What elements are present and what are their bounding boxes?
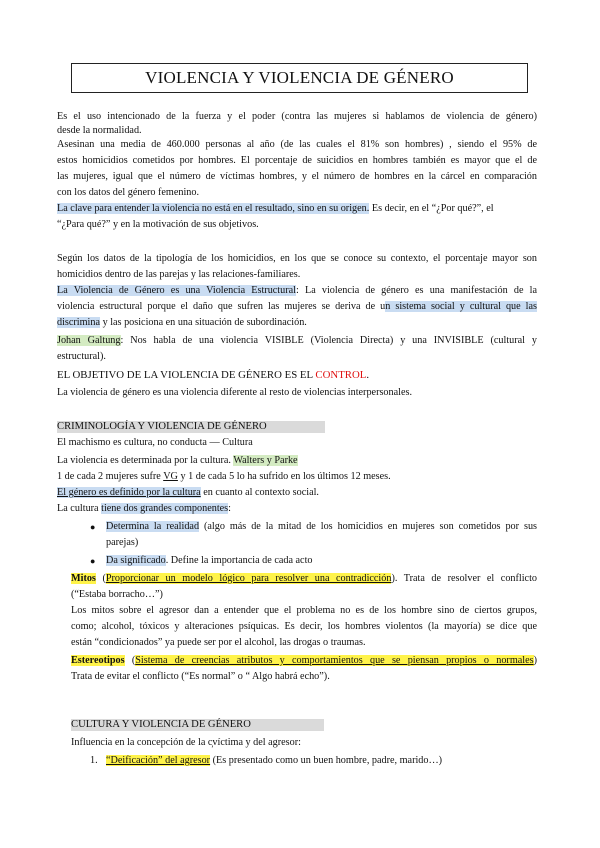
- paragraph-line: Mitos (Proporcionar un modelo lógico para resolver una contradicción). Trata de resolver el conflicto: [71, 573, 538, 584]
- highlighted-term: Estereotipos: [71, 655, 125, 666]
- paragraph-line: La cultura tiene dos grandes componentes:: [57, 503, 231, 514]
- objective-statement: EL OBJETIVO DE LA VIOLENCIA DE GÉNERO ES EL CONTROL.: [57, 369, 370, 381]
- highlighted-definition: Sistema de creencias atributos y comportamientos que se piensan propios o normales: [135, 655, 534, 666]
- page-title: VIOLENCIA Y VIOLENCIA DE GÉNERO: [145, 68, 454, 87]
- list-item: Da significado. Define la importancia de cada acto: [106, 555, 313, 566]
- paragraph-line: homicidios dentro de las parejas y las relaciones-familiares.: [57, 269, 301, 280]
- paragraph-line: 1 de cada 2 mujeres sufre VG y 1 de cada 5 lo ha sufrido en los últimos 12 meses.: [57, 471, 391, 482]
- paragraph-line: Influencia en la concepción de la c̦víctima y del agresor:: [71, 737, 301, 748]
- highlighted-term: Mitos: [71, 573, 96, 584]
- paragraph-line: como; alcohol, tóxicos y alteraciones psíquicas. Es decir, los hombres violentos (la mayoría) se dice que: [71, 621, 537, 632]
- title-box: [71, 63, 528, 93]
- paragraph-line: Estereotipos (Sistema de creencias atributos y comportamientos que se piensan propios o normales): [71, 655, 537, 666]
- paragraph-line: “¿Para qué?” y en la motivación de sus objetivos.: [57, 219, 259, 230]
- paragraph-line: Los mitos sobre el agresor dan a entender que el problema no es de los hombre sino de ciertos grupos,: [71, 605, 537, 616]
- highlighted-author: Walters y Parke: [233, 455, 298, 466]
- list-item-continued: parejas): [106, 537, 139, 548]
- paragraph-line: (“Estaba borracho…”): [71, 589, 163, 600]
- highlighted-definition: Proporcionar un modelo lógico para resolver una contradicción: [105, 573, 392, 584]
- paragraph-line: La Violencia de Género es una Violencia Estructural: La violencia de género es una manifestación de la: [57, 285, 537, 296]
- paragraph-line: Es el uso intencionado de la fuerza y el poder (contra las mujeres si hablamos de violencia de género): [57, 111, 537, 122]
- paragraph-line: La violencia es determinada por la cultura. Walters y Parke: [57, 455, 298, 466]
- list-item: Determina la realidad (algo más de la mitad de los homicidios en mujeres son cometidos por sus: [106, 521, 537, 532]
- paragraph-line: discrimina y las posiciona en una situación de subordinación.: [57, 317, 307, 328]
- bullet-icon: ●: [90, 522, 96, 532]
- list-item: “Deificación” del agresor (Es presentado como un buen hombre, padre, marido…): [106, 755, 443, 766]
- highlighted-key-phrase: discrimina: [57, 317, 101, 328]
- paragraph-line: La violencia de género es una violencia diferente al resto de violencias interpersonales.: [57, 387, 412, 398]
- highlighted-key-phrase: Determina la realidad: [106, 521, 200, 532]
- section-heading-cultura: CULTURA Y VIOLENCIA DE GÉNERO: [71, 718, 251, 732]
- highlighted-key-phrase: Da significado: [106, 555, 166, 566]
- paragraph-line: las mujeres, igual que el número de víctimas hombres, y el número de hombres en la cárcel en comparación: [57, 171, 537, 182]
- paragraph-line: están “condicionados” ya puede ser por el alcohol, las drogas o traumas.: [71, 637, 366, 648]
- paragraph-line: con los datos del género femenino.: [57, 187, 200, 198]
- highlighted-key-phrase: n sistema social y cultural que las: [385, 301, 537, 312]
- paragraph-line: El machismo es cultura, no conducta — Cultura: [57, 437, 253, 448]
- paragraph-line: estos homicidios cometidos por hombres. El porcentaje de suicidios en hombres también es mayor que el de: [57, 155, 537, 166]
- paragraph-line: Trata de evitar el conflicto (“Es normal” o “ Algo habrá echo”).: [71, 671, 330, 682]
- paragraph-line: Según los datos de la tipología de los homicidios, en los que se conoce su contexto, el porcentaje mayor son: [57, 253, 537, 264]
- control-keyword: CONTROL: [315, 369, 367, 381]
- highlighted-definition: “Deificación” del agresor: [106, 755, 211, 766]
- list-number: 1.: [90, 755, 98, 766]
- paragraph-line: desde la normalidad.: [57, 125, 142, 136]
- paragraph-line: Johan Galtung: Nos habla de una violencia VISIBLE (Violencia Directa) y una INVISIBLE (cultural y: [57, 335, 537, 346]
- highlighted-key-phrase: El género es definido por la cultura: [57, 487, 201, 498]
- highlighted-key-phrase: La clave para entender la violencia no está en el resultado, sino en su origen.: [57, 203, 370, 214]
- highlighted-key-phrase: La Violencia de Género es una Violencia Estructural: [57, 285, 296, 296]
- paragraph-line: estructural).: [57, 351, 106, 362]
- paragraph-line: Asesinan una media de 460.000 personas al año (de las cuales el 81% son hombres) , siendo el 95% de: [57, 139, 537, 150]
- highlighted-key-phrase: tiene dos grandes componentes: [101, 503, 229, 514]
- paragraph-line: El género es definido por la cultura en cuanto al contexto social.: [57, 487, 319, 498]
- bullet-icon: ●: [90, 556, 96, 566]
- paragraph-line: violencia estructural porque el daño que sufren las mujeres se deriva de un sistema social y cultural que las: [57, 301, 537, 312]
- highlighted-author: Johan Galtung: [57, 335, 121, 346]
- paragraph-line: La clave para entender la violencia no está en el resultado, sino en su origen. Es decir, en el “¿Por qué?”, el: [57, 203, 494, 214]
- section-heading-criminologia: CRIMINOLOGÍA Y VIOLENCIA DE GÉNERO: [57, 420, 267, 434]
